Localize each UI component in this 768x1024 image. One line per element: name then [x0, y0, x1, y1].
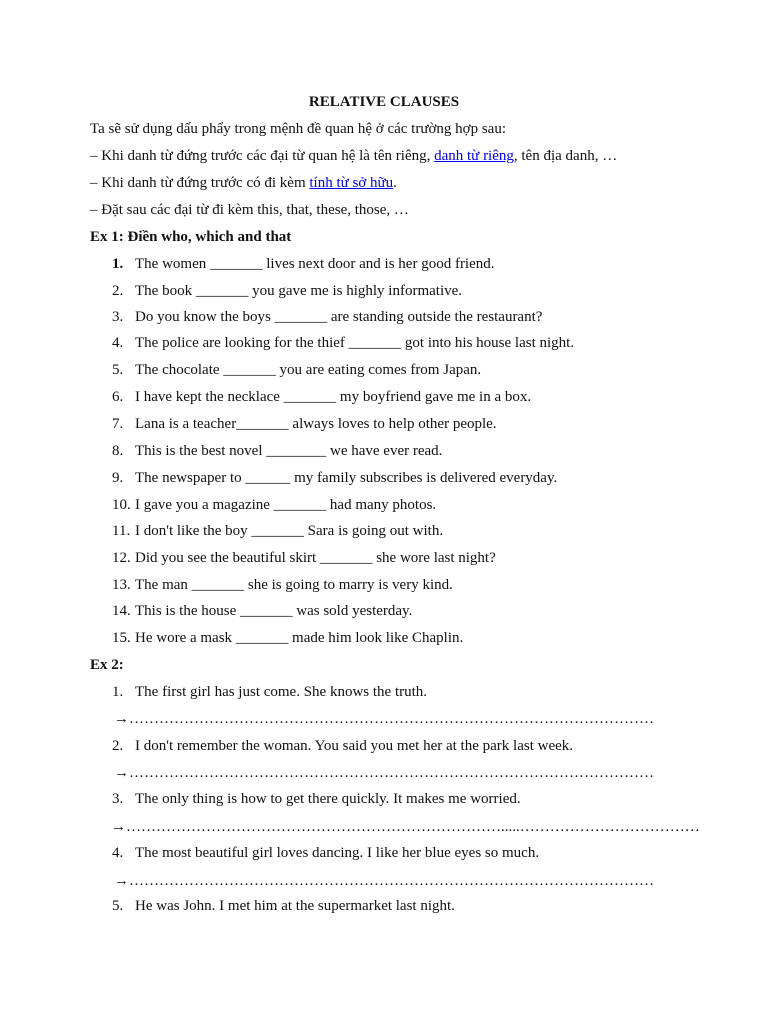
ex1-item-text: I don't like the boy _______ Sara is going out with. — [135, 523, 444, 539]
ex1-item-number: 14. — [112, 603, 131, 619]
ex2-answer-line: →…………………………………………………………………………………………… — [114, 711, 654, 727]
ex1-item-text: Lana is a teacher_______ always loves to help other people. — [135, 416, 497, 432]
ex2-item-text: The only thing is how to get there quickly. It makes me worried. — [135, 791, 521, 807]
ex1-item-text: I have kept the necklace _______ my boyfriend gave me in a box. — [135, 389, 532, 405]
document-title: RELATIVE CLAUSES — [308, 94, 460, 110]
ex1-item-number: 8. — [112, 443, 124, 459]
rule-1-text-after: , tên địa danh, … — [513, 148, 618, 164]
ex2-item-number: 1. — [112, 684, 124, 700]
ex1-item-number: 7. — [112, 416, 124, 432]
ex1-item-number: 4. — [112, 335, 124, 351]
ex1-item-number: 1. — [112, 256, 124, 272]
ex2-item-number: 4. — [112, 845, 124, 861]
ex1-item-number: 10. — [112, 497, 131, 513]
ex2-item-text: The first girl has just come. She knows the truth. — [135, 684, 428, 700]
rule-1 — [90, 147, 617, 165]
ex1-item-text: The women _______ lives next door and is her good friend. — [135, 256, 495, 272]
link-tinh-tu-so-huu[interactable]: tính từ sở hữu — [309, 175, 394, 191]
ex1-heading: Ex 1: Điền who, which and that — [90, 229, 292, 245]
ex1-item-text: I gave you a magazine _______ had many photos. — [135, 497, 437, 513]
ex1-item-number: 12. — [112, 550, 131, 566]
ex1-item-number: 5. — [112, 362, 124, 378]
ex1-item-text: The chocolate _______ you are eating comes from Japan. — [135, 362, 482, 378]
ex2-item-number: 2. — [112, 738, 124, 754]
ex2-answer-line: →…………………………………………………………………………………………… — [114, 873, 654, 889]
rule-3: – Đặt sau các đại từ đi kèm this, that, these, those, … — [90, 202, 409, 218]
ex1-item-number: 11. — [112, 523, 131, 539]
ex1-item-text: The book _______ you gave me is highly informative. — [135, 283, 463, 299]
rule-1-text: – Khi danh từ đứng trước các đại từ quan hệ là tên riêng, — [90, 148, 435, 164]
ex1-item-text: Do you know the boys _______ are standing outside the restaurant? — [135, 309, 543, 325]
ex1-item-number: 9. — [112, 470, 124, 486]
ex1-item-text: The police are looking for the thief _______ got into his house last night. — [135, 335, 575, 351]
ex2-item-number: 3. — [112, 791, 124, 807]
ex1-item-number: 6. — [112, 389, 124, 405]
ex1-item-text: Did you see the beautiful skirt _______ she wore last night? — [135, 550, 496, 566]
intro-text: Ta sẽ sử dụng dấu phẩy trong mệnh đề quan hệ ở các trường hợp sau: — [90, 121, 506, 137]
ex1-item-text: The newspaper to ______ my family subscribes is delivered everyday. — [135, 470, 558, 486]
ex1-item-number: 3. — [112, 309, 124, 325]
ex2-item-text: The most beautiful girl loves dancing. I like her blue eyes so much. — [135, 845, 540, 861]
rule-2-text-after: . — [393, 175, 397, 191]
rule-2 — [90, 174, 397, 192]
rule-2-text: – Khi danh từ đứng trước có đi kèm — [90, 175, 310, 191]
ex1-item-number: 15. — [112, 630, 131, 646]
ex1-item-number: 13. — [112, 577, 131, 593]
ex2-answer-line: →…………………………………………………………………………………………… — [114, 765, 654, 781]
link-danh-tu-rieng[interactable]: danh từ riêng — [434, 148, 514, 164]
ex1-item-text: He wore a mask _______ made him look like Chaplin. — [135, 630, 464, 646]
ex1-item-number: 2. — [112, 283, 124, 299]
ex2-answer-line: →………………………………………………………………….....……………………………… — [111, 819, 700, 835]
ex2-item-text: I don't remember the woman. You said you met her at the park last week. — [135, 738, 574, 754]
ex1-item-text: This is the best novel ________ we have ever read. — [135, 443, 443, 459]
ex1-item-text: This is the house _______ was sold yesterday. — [135, 603, 413, 619]
ex2-heading: Ex 2: — [90, 657, 124, 673]
ex2-item-number: 5. — [112, 898, 124, 914]
ex1-item-text: The man _______ she is going to marry is very kind. — [135, 577, 453, 593]
ex2-item-text: He was John. I met him at the supermarket last night. — [135, 898, 455, 914]
